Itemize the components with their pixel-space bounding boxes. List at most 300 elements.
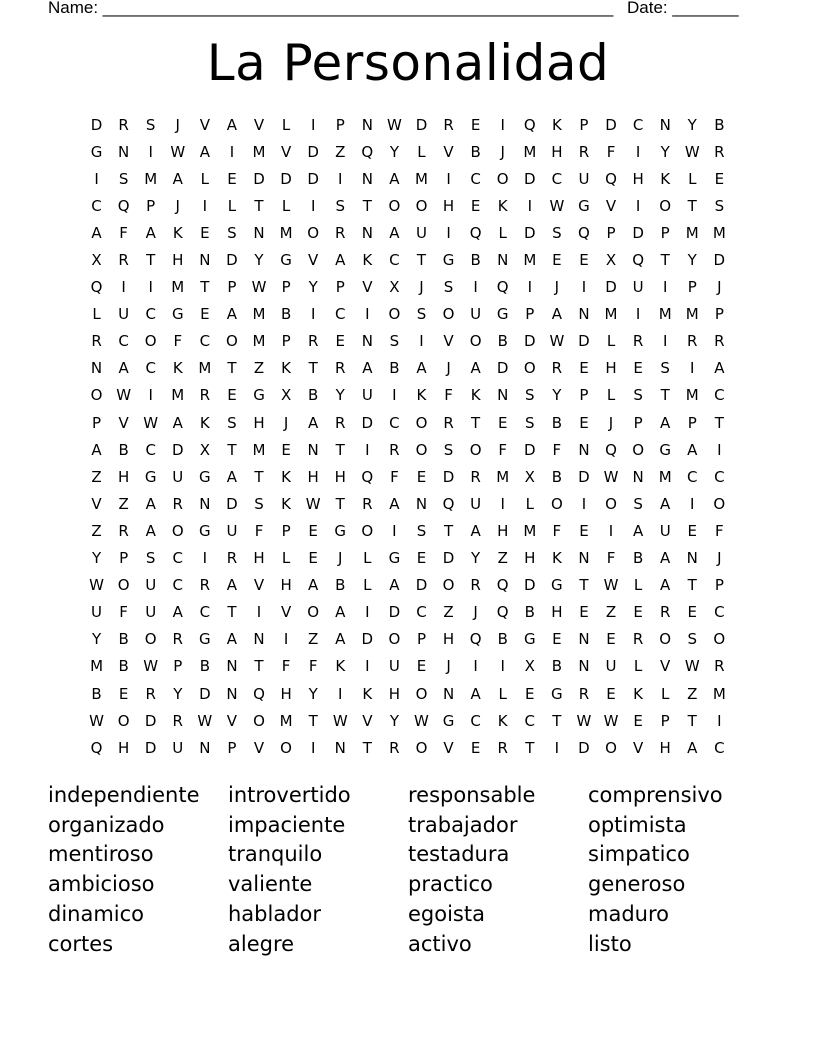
grid-letter: Q [496, 278, 509, 297]
grid-letter: P [281, 278, 291, 297]
grid-letter: A [335, 251, 346, 270]
grid-letter: P [416, 630, 426, 649]
grid-letter: U [172, 738, 184, 757]
grid-letter: E [200, 223, 210, 242]
grid-letter: T [227, 440, 237, 459]
grid-letter: F [390, 467, 399, 486]
grid-letter: K [335, 657, 346, 676]
grid-letter: N [442, 684, 455, 703]
grid-letter: E [416, 549, 427, 568]
grid-letter: P [146, 196, 156, 215]
grid-letter: T [200, 278, 210, 297]
grid-letter: L [281, 196, 291, 215]
grid-letter: Q [90, 278, 103, 297]
grid-letter: D [144, 738, 157, 757]
grid-letter: N [578, 630, 590, 649]
grid-letter: Q [90, 738, 103, 757]
grid-letter: L [227, 196, 237, 215]
grid-letter: N [199, 494, 211, 513]
grid-letter: M [279, 223, 293, 242]
grid-letter: A [308, 576, 319, 595]
grid-letter: I [202, 196, 208, 215]
grid-letter: H [551, 142, 563, 161]
grid-letter: C [145, 305, 156, 324]
grid-letter: I [310, 196, 316, 215]
grid-letter: M [604, 305, 618, 324]
grid-letter: J [608, 413, 614, 432]
grid-letter: E [687, 603, 697, 622]
grid-letter: U [172, 467, 184, 486]
grid-letter: O [442, 576, 455, 595]
grid-letter: B [118, 630, 129, 649]
grid-letter: Q [361, 142, 374, 161]
grid-letter: A [389, 576, 400, 595]
grid-letter: V [660, 657, 671, 676]
grid-letter: S [714, 196, 725, 215]
grid-letter: D [361, 413, 374, 432]
grid-letter: O [442, 305, 455, 324]
page-title: La Personalidad [206, 34, 610, 92]
grid-row [83, 382, 733, 409]
grid-letter: M [685, 223, 699, 242]
grid-letter: O [659, 630, 672, 649]
grid-letter: B [118, 657, 129, 676]
grid-letter: Y [335, 386, 345, 405]
grid-letter: S [443, 440, 454, 459]
grid-letter: P [92, 413, 102, 432]
grid-letter: I [581, 278, 587, 297]
grid-letter: T [525, 738, 535, 757]
grid-letter: T [308, 711, 318, 730]
grid-letter: I [581, 494, 587, 513]
grid-letter: J [717, 549, 722, 568]
grid-letter: R [443, 413, 454, 432]
grid-letter: H [172, 251, 184, 270]
grid-letter: V [632, 738, 644, 757]
grid-letter: I [662, 278, 668, 297]
grid-letter: B [280, 305, 292, 324]
grid-letter: Y [687, 251, 697, 270]
grid-letter: R [118, 521, 129, 540]
grid-letter: C [714, 467, 725, 486]
grid-letter: I [554, 738, 560, 757]
grid-letter: I [365, 603, 370, 622]
grid-letter: I [365, 305, 370, 324]
grid-letter: E [497, 413, 508, 432]
grid-letter: N [199, 251, 211, 270]
grid-letter: Q [523, 115, 536, 134]
grid-row [83, 111, 733, 138]
word-item: cortes [48, 931, 114, 956]
grid-letter: B [551, 467, 563, 486]
grid-row [83, 219, 733, 246]
grid-letter: B [524, 603, 535, 622]
grid-letter: P [633, 413, 643, 432]
grid-letter: D [578, 467, 590, 486]
grid-letter: K [551, 115, 562, 134]
grid-letter: M [685, 386, 699, 405]
grid-letter: D [226, 251, 238, 270]
grid-letter: S [525, 413, 535, 432]
grid-letter: I [690, 494, 695, 513]
grid-letter: H [280, 684, 292, 703]
grid-letter: H [117, 738, 130, 757]
grid-letter: J [175, 115, 180, 134]
grid-letter: S [525, 386, 535, 405]
grid-letter: E [606, 630, 616, 649]
grid-letter: I [148, 278, 153, 297]
grid-letter: M [171, 278, 185, 297]
grid-letter: B [714, 115, 725, 134]
grid-letter: G [253, 386, 265, 405]
grid-letter: T [335, 440, 345, 459]
grid-letter: M [523, 521, 537, 540]
grid-letter: W [684, 142, 700, 161]
grid-letter: O [632, 440, 644, 459]
grid-letter: I [662, 332, 668, 351]
grid-letter: R [659, 603, 671, 622]
grid-row [83, 707, 733, 734]
grid-letter: A [470, 684, 481, 703]
grid-letter: R [714, 332, 725, 351]
grid-letter: O [307, 223, 320, 242]
grid-letter: V [443, 738, 454, 757]
grid-letter: N [307, 440, 319, 459]
grid-letter: J [446, 657, 451, 676]
grid-letter: N [361, 169, 373, 188]
grid-letter: A [199, 142, 210, 161]
grid-letter: O [469, 440, 482, 459]
grid-letter: T [660, 386, 670, 405]
word-item: trabajador [408, 812, 518, 837]
grid-letter: L [661, 684, 670, 703]
grid-letter: O [415, 413, 428, 432]
grid-letter: S [633, 494, 643, 513]
grid-letter: S [118, 169, 129, 188]
grid-letter: U [470, 305, 482, 324]
grid-letter: A [91, 440, 102, 459]
word-item: egoista [408, 902, 485, 927]
grid-letter: W [197, 711, 213, 730]
grid-letter: V [605, 196, 617, 215]
grid-letter: N [578, 657, 590, 676]
grid-letter: P [281, 521, 291, 540]
grid-letter: U [388, 657, 400, 676]
grid-letter: Q [253, 684, 265, 703]
word-list [48, 780, 788, 959]
grid-letter: N [361, 115, 373, 134]
grid-letter: K [281, 467, 291, 486]
grid-letter: A [335, 603, 346, 622]
grid-letter: L [606, 332, 616, 351]
grid-letter: W [549, 332, 565, 351]
grid-letter: L [633, 657, 643, 676]
grid-letter: W [603, 576, 619, 595]
grid-letter: R [199, 386, 211, 405]
grid-letter: R [145, 684, 156, 703]
grid-letter: K [633, 684, 644, 703]
grid-letter: R [470, 576, 481, 595]
grid-letter: G [578, 196, 590, 215]
grid-letter: A [660, 549, 671, 568]
grid-letter: C [470, 711, 481, 730]
grid-letter: O [280, 738, 292, 757]
grid-letter: D [578, 332, 590, 351]
grid-letter: K [362, 684, 373, 703]
grid-letter: M [144, 169, 158, 188]
grid-letter: E [714, 169, 725, 188]
grid-letter: O [226, 332, 238, 351]
grid-letter: R [335, 223, 346, 242]
grid-letter: B [470, 142, 481, 161]
grid-letter: G [144, 467, 157, 486]
grid-letter: O [415, 196, 428, 215]
grid-letter: V [226, 711, 238, 730]
grid-letter: E [227, 169, 237, 188]
word-item: maduro [588, 902, 669, 927]
grid-letter: T [254, 196, 264, 215]
grid-letter: D [144, 711, 157, 730]
grid-letter: Y [308, 278, 318, 297]
grid-letter: S [145, 549, 156, 568]
grid-letter: A [660, 576, 671, 595]
word-row [48, 929, 788, 959]
word-item: testadura [408, 842, 510, 867]
grid-letter: T [254, 657, 264, 676]
grid-letter: W [576, 711, 592, 730]
grid-letter: N [253, 223, 265, 242]
grid-letter: I [446, 169, 451, 188]
grid-letter: T [579, 576, 589, 595]
grid-row [83, 246, 733, 273]
grid-letter: Z [253, 359, 265, 378]
grid-letter: I [446, 223, 451, 242]
grid-row [83, 734, 733, 761]
grid-letter: I [500, 115, 505, 134]
grid-row [83, 328, 733, 355]
grid-letter: V [362, 278, 373, 297]
grid-letter: A [226, 576, 238, 595]
grid-letter: U [605, 657, 617, 676]
grid-letter: M [279, 711, 293, 730]
grid-letter: R [443, 115, 454, 134]
grid-row [83, 680, 733, 707]
grid-letter: H [442, 630, 455, 649]
date-label: Date: _______ [627, 0, 739, 17]
grid-letter: D [226, 494, 238, 513]
grid-letter: N [632, 467, 644, 486]
grid-letter: U [632, 278, 644, 297]
word-row [48, 840, 788, 870]
grid-letter: N [118, 142, 130, 161]
grid-letter: T [443, 521, 454, 540]
grid-letter: Q [361, 467, 374, 486]
grid-letter: T [687, 196, 697, 215]
grid-letter: H [307, 467, 319, 486]
grid-letter: P [687, 278, 697, 297]
grid-letter: S [552, 223, 562, 242]
grid-letter: C [714, 386, 725, 405]
grid-letter: H [497, 521, 509, 540]
grid-letter: W [684, 657, 700, 676]
grid-letter: N [686, 549, 698, 568]
grid-letter: N [578, 305, 590, 324]
grid-letter: M [90, 657, 104, 676]
grid-letter: E [308, 521, 318, 540]
grid-letter: E [579, 251, 589, 270]
grid-letter: D [442, 467, 455, 486]
grid-letter: Y [552, 386, 562, 405]
grid-letter: J [446, 359, 451, 378]
grid-letter: H [551, 603, 563, 622]
grid-letter: K [362, 251, 373, 270]
grid-letter: E [200, 305, 210, 324]
grid-letter: I [527, 196, 532, 215]
grid-letter: V [443, 332, 454, 351]
grid-letter: M [658, 305, 672, 324]
grid-letter: C [714, 738, 725, 757]
grid-letter: F [498, 440, 508, 459]
grid-letter: S [416, 521, 427, 540]
grid-letter: P [579, 386, 589, 405]
grid-letter: E [470, 115, 481, 134]
grid-letter: Y [389, 711, 399, 730]
grid-letter: H [253, 413, 265, 432]
grid-letter: R [172, 711, 183, 730]
grid-letter: U [226, 521, 238, 540]
grid-letter: C [172, 549, 184, 568]
word-row [48, 899, 788, 929]
grid-letter: A [226, 467, 238, 486]
grid-letter: T [416, 251, 427, 270]
grid-letter: C [145, 440, 156, 459]
grid-letter: I [635, 142, 641, 161]
grid-letter: C [118, 332, 129, 351]
grid-letter: Y [660, 142, 670, 161]
grid-letter: A [470, 521, 481, 540]
grid-letter: H [334, 467, 346, 486]
grid-letter: E [579, 359, 589, 378]
grid-letter: O [144, 630, 157, 649]
grid-letter: F [444, 386, 453, 405]
grid-letter: N [578, 549, 590, 568]
grid-letter: V [443, 142, 454, 161]
grid-letter: E [416, 657, 427, 676]
grid-letter: D [496, 359, 509, 378]
grid-letter: X [389, 278, 400, 297]
grid-letter: R [335, 413, 346, 432]
word-item: tranquilo [228, 842, 323, 867]
grid-letter: E [633, 603, 643, 622]
grid-letter: U [91, 603, 103, 622]
grid-letter: S [416, 305, 427, 324]
grid-letter: Y [91, 549, 102, 568]
grid-letter: W [414, 711, 429, 730]
grid-letter: W [603, 711, 619, 730]
grid-letter: G [199, 521, 211, 540]
grid-letter: W [143, 413, 159, 432]
grid-letter: B [470, 251, 481, 270]
grid-letter: S [254, 494, 264, 513]
grid-letter: V [253, 115, 265, 134]
grid-letter: K [199, 413, 210, 432]
grid-letter: G [523, 630, 536, 649]
grid-letter: E [579, 521, 589, 540]
grid-letter: N [199, 738, 211, 757]
grid-letter: I [121, 278, 126, 297]
grid-letter: J [554, 278, 560, 297]
grid-letter: V [280, 603, 292, 622]
grid-letter: O [253, 711, 265, 730]
grid-letter: P [227, 278, 237, 297]
grid-letter: B [497, 332, 508, 351]
grid-letter: O [307, 603, 320, 622]
grid-row [83, 490, 733, 517]
grid-letter: D [388, 603, 401, 622]
grid-letter: E [687, 521, 697, 540]
grid-letter: N [253, 630, 265, 649]
grid-letter: K [172, 223, 183, 242]
grid-letter: I [148, 386, 153, 405]
grid-letter: N [415, 494, 428, 513]
grid-letter: Q [605, 440, 617, 459]
grid-letter: K [497, 196, 508, 215]
grid-letter: K [660, 169, 671, 188]
grid-letter: P [714, 305, 724, 324]
grid-letter: I [500, 657, 505, 676]
header-line [48, 0, 739, 18]
grid-letter: A [389, 494, 400, 513]
grid-letter: X [280, 386, 292, 405]
grid-letter: H [524, 549, 536, 568]
grid-letter: I [690, 359, 695, 378]
grid-letter: H [659, 738, 671, 757]
name-label: Name: ______________________________________________________ [48, 0, 614, 17]
grid-letter: T [714, 413, 724, 432]
grid-letter: M [685, 305, 699, 324]
word-item: introvertido [228, 782, 351, 807]
grid-letter: R [389, 440, 400, 459]
grid-letter: U [145, 576, 157, 595]
grid-letter: G [442, 251, 455, 270]
grid-letter: L [606, 386, 616, 405]
grid-letter: P [227, 738, 237, 757]
grid-letter: F [119, 603, 128, 622]
grid-letter: U [659, 521, 671, 540]
grid-letter: U [145, 603, 157, 622]
grid-letter: L [363, 549, 372, 568]
grid-letter: G [551, 576, 563, 595]
grid-letter: L [498, 684, 507, 703]
grid-letter: G [171, 305, 184, 324]
grid-letter: D [524, 332, 536, 351]
grid-letter: S [633, 386, 643, 405]
grid-letter: T [687, 576, 697, 595]
grid-letter: N [497, 386, 509, 405]
grid-letter: W [386, 115, 402, 134]
grid-letter: A [226, 630, 238, 649]
grid-letter: R [497, 738, 508, 757]
grid-letter: W [89, 576, 104, 595]
grid-letter: S [145, 115, 156, 134]
word-item: impaciente [228, 812, 346, 837]
grid-letter: M [198, 359, 212, 378]
grid-letter: O [117, 711, 130, 730]
grid-letter: I [635, 305, 641, 324]
grid-letter: R [578, 142, 590, 161]
grid-letter: V [199, 115, 210, 134]
grid-letter: Z [443, 603, 454, 622]
